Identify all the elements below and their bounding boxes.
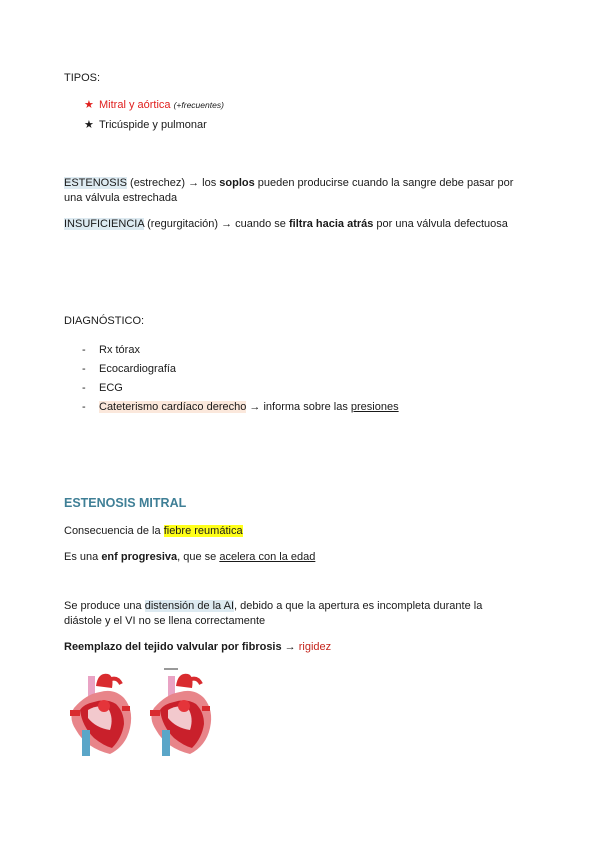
estenosis-paragraph <box>64 176 513 190</box>
section-heading: ESTENOSIS MITRAL <box>64 496 187 510</box>
tipos-label: TIPOS: <box>64 72 101 84</box>
mitral-p3-a: Se produce una <box>64 600 145 612</box>
insuficiencia-bold: filtra hacia atrás <box>289 218 374 230</box>
star-icon: ★ <box>84 99 94 111</box>
estenosis-line-2: una válvula estrechada <box>64 192 178 204</box>
estenosis-text-1: (estrechez) → los <box>126 177 220 189</box>
star-icon: ★ <box>84 119 94 131</box>
estenosis-bold: soplos <box>219 177 255 189</box>
mitral-p3 <box>64 599 482 613</box>
diagnostico-item-4 <box>99 400 399 414</box>
cateterismo-text: → informa sobre las <box>246 401 351 413</box>
mitral-p3-b: , debido a que la apertura es incompleta durante la <box>234 600 483 612</box>
mitral-p2-b: , que se <box>177 551 220 563</box>
insuficiencia-text-1: (regurgitación) → cuando se <box>144 218 289 230</box>
dash-bullet: - <box>82 344 86 356</box>
insuficiencia-paragraph <box>64 217 508 231</box>
dash-bullet: - <box>82 401 86 413</box>
mitral-p2-a: Es una <box>64 551 102 563</box>
mitral-p2 <box>64 550 315 564</box>
mitral-p4-bold: Reemplazo del tejido valvular por fibrosis <box>64 641 282 653</box>
tipos-item-1 <box>99 98 224 112</box>
dash-bullet: - <box>82 363 86 375</box>
tipos-item-1-text: Mitral y aórtica <box>99 99 171 111</box>
cateterismo-highlight: Cateterismo cardíaco derecho <box>99 401 247 413</box>
diagnostico-label: DIAGNÓSTICO: <box>64 315 145 327</box>
insuficiencia-term: INSUFICIENCIA <box>64 218 145 230</box>
dash-bullet: - <box>82 382 86 394</box>
mitral-p1 <box>64 524 243 538</box>
heart-illustration <box>66 668 226 756</box>
diagnostico-item-3: ECG <box>99 382 123 394</box>
mitral-p4-arrow: → <box>281 641 299 653</box>
tipos-item-1-note: (+frecuentes) <box>173 100 224 110</box>
diagnostico-item-1: Rx tórax <box>99 344 140 356</box>
mitral-p3-line-2: diástole y el VI no se llena correctamente <box>64 615 266 627</box>
insuficiencia-text-2: por una válvula defectuosa <box>373 218 508 230</box>
mitral-p2-bold: enf progresiva <box>101 551 178 563</box>
estenosis-term: ESTENOSIS <box>64 177 127 189</box>
mitral-p1-text: Consecuencia de la <box>64 525 164 537</box>
tipos-item-2: Tricúspide y pulmonar <box>99 119 207 131</box>
mitral-p4 <box>64 640 331 654</box>
mitral-p2-underline: acelera con la edad <box>219 551 316 563</box>
distension-highlight: distensión de la AI <box>144 600 235 612</box>
diagnostico-item-2: Ecocardiografía <box>99 363 177 375</box>
estenosis-text-2: pueden producirse cuando la sangre debe pasar por <box>254 177 514 189</box>
rigidez-text: rigidez <box>298 641 332 653</box>
presiones-underline: presiones <box>350 401 399 413</box>
fiebre-highlight: fiebre reumática <box>163 525 243 537</box>
